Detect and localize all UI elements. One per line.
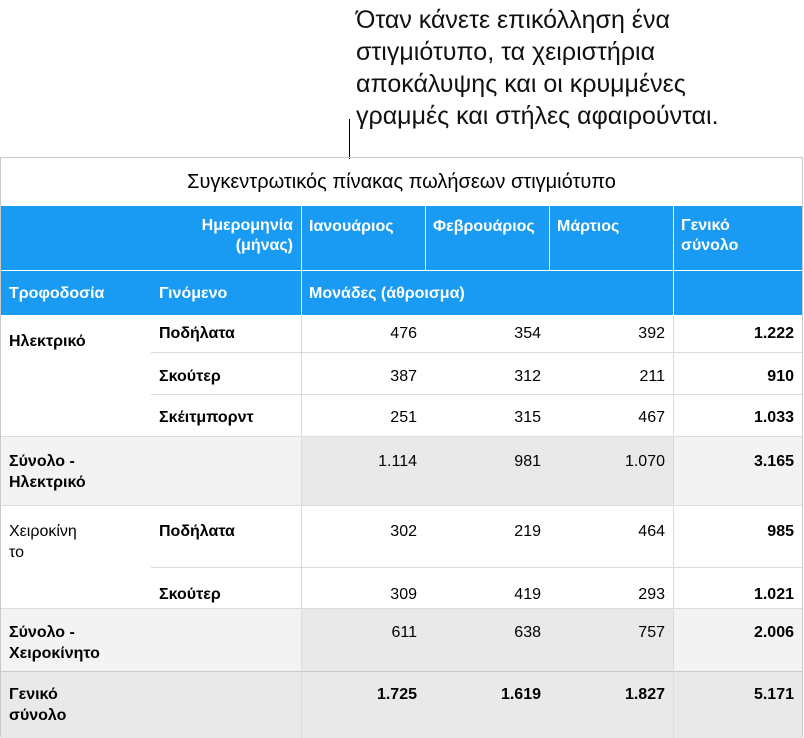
grand-total-value: 1.619 xyxy=(500,686,541,703)
grand-total-label: Γενικό σύνολο xyxy=(9,686,67,724)
table-row xyxy=(1,576,802,613)
total-cell: 985 xyxy=(767,523,794,540)
subtotal-total: 3.165 xyxy=(753,453,794,470)
product-cell: Σκέιτμπορντ xyxy=(159,409,254,426)
subtotal-row xyxy=(1,443,802,505)
subtotal-label: Σύνολο - Ηλεκτρικό xyxy=(9,453,86,491)
pivot-table xyxy=(0,157,803,737)
callout-leader-line xyxy=(349,119,350,159)
header-month-3: Μάρτιος xyxy=(557,218,620,235)
subtotal-value: 1.070 xyxy=(624,453,665,470)
subheader-units: Μονάδες (άθροισμα) xyxy=(309,285,465,302)
value-cell: 315 xyxy=(514,409,541,426)
subtotal-value: 757 xyxy=(638,624,665,641)
total-cell: 1.033 xyxy=(753,409,794,426)
group-label-electric: Ηλεκτρικό xyxy=(9,333,86,350)
value-cell: 392 xyxy=(638,325,665,342)
value-cell: 467 xyxy=(638,409,665,426)
subtotal-value: 611 xyxy=(391,624,417,641)
table-row xyxy=(1,315,802,352)
group-label-manual: Χειροκίνη το xyxy=(9,523,77,561)
product-cell: Σκούτερ xyxy=(159,586,221,603)
value-cell: 302 xyxy=(390,523,417,540)
grand-total-row xyxy=(1,676,802,736)
value-cell: 293 xyxy=(638,586,665,603)
callout-text: Όταν κάνετε επικόλληση ένα στιγμιότυπο, τα χειριστήρια αποκάλυψης και οι κρυμμένες γραμμές και στήλες αφαιρούνται. xyxy=(356,6,719,130)
product-cell: Σκούτερ xyxy=(159,368,221,385)
subheader-row xyxy=(1,271,802,315)
grand-total-value: 1.827 xyxy=(624,686,665,703)
subtotal-row xyxy=(1,614,802,671)
table-row xyxy=(1,513,802,567)
total-cell: 1.222 xyxy=(753,325,794,342)
value-cell: 251 xyxy=(390,409,417,426)
header-grand-total: Γενικό σύνολο xyxy=(681,217,739,254)
product-cell: Ποδήλατα xyxy=(159,325,235,342)
header-month-2: Φεβρουάριος xyxy=(433,218,535,235)
subtotal-total: 2.006 xyxy=(753,624,794,641)
subheader-power: Τροφοδοσία xyxy=(9,285,105,302)
value-cell: 464 xyxy=(638,523,665,540)
table-row xyxy=(1,358,802,395)
table-row xyxy=(1,399,802,436)
subtotal-value: 1.114 xyxy=(378,453,417,470)
value-cell: 419 xyxy=(514,586,541,603)
header-row xyxy=(1,206,802,270)
value-cell: 312 xyxy=(514,368,541,385)
grand-total-total: 5.171 xyxy=(753,686,794,703)
subtotal-value: 981 xyxy=(514,453,541,470)
subheader-product: Γινόμενο xyxy=(159,285,228,302)
value-cell: 387 xyxy=(390,368,417,385)
total-cell: 1.021 xyxy=(753,586,794,603)
value-cell: 354 xyxy=(514,325,541,342)
header-month-1: Ιανουάριος xyxy=(309,218,394,235)
value-cell: 309 xyxy=(390,586,417,603)
grand-total-value: 1.725 xyxy=(376,686,417,703)
subtotal-label: Σύνολο - Χειροκίνητο xyxy=(9,624,100,662)
table-title: Συγκεντρωτικός πίνακας πωλήσεων στιγμιότυπο xyxy=(187,170,616,193)
value-cell: 476 xyxy=(390,325,417,342)
subtotal-value: 638 xyxy=(514,624,541,641)
value-cell: 219 xyxy=(514,523,541,540)
value-cell: 211 xyxy=(639,368,665,385)
header-date: Ημερομηνία (μήνας) xyxy=(201,217,293,254)
total-cell: 910 xyxy=(767,368,794,385)
product-cell: Ποδήλατα xyxy=(159,523,235,540)
